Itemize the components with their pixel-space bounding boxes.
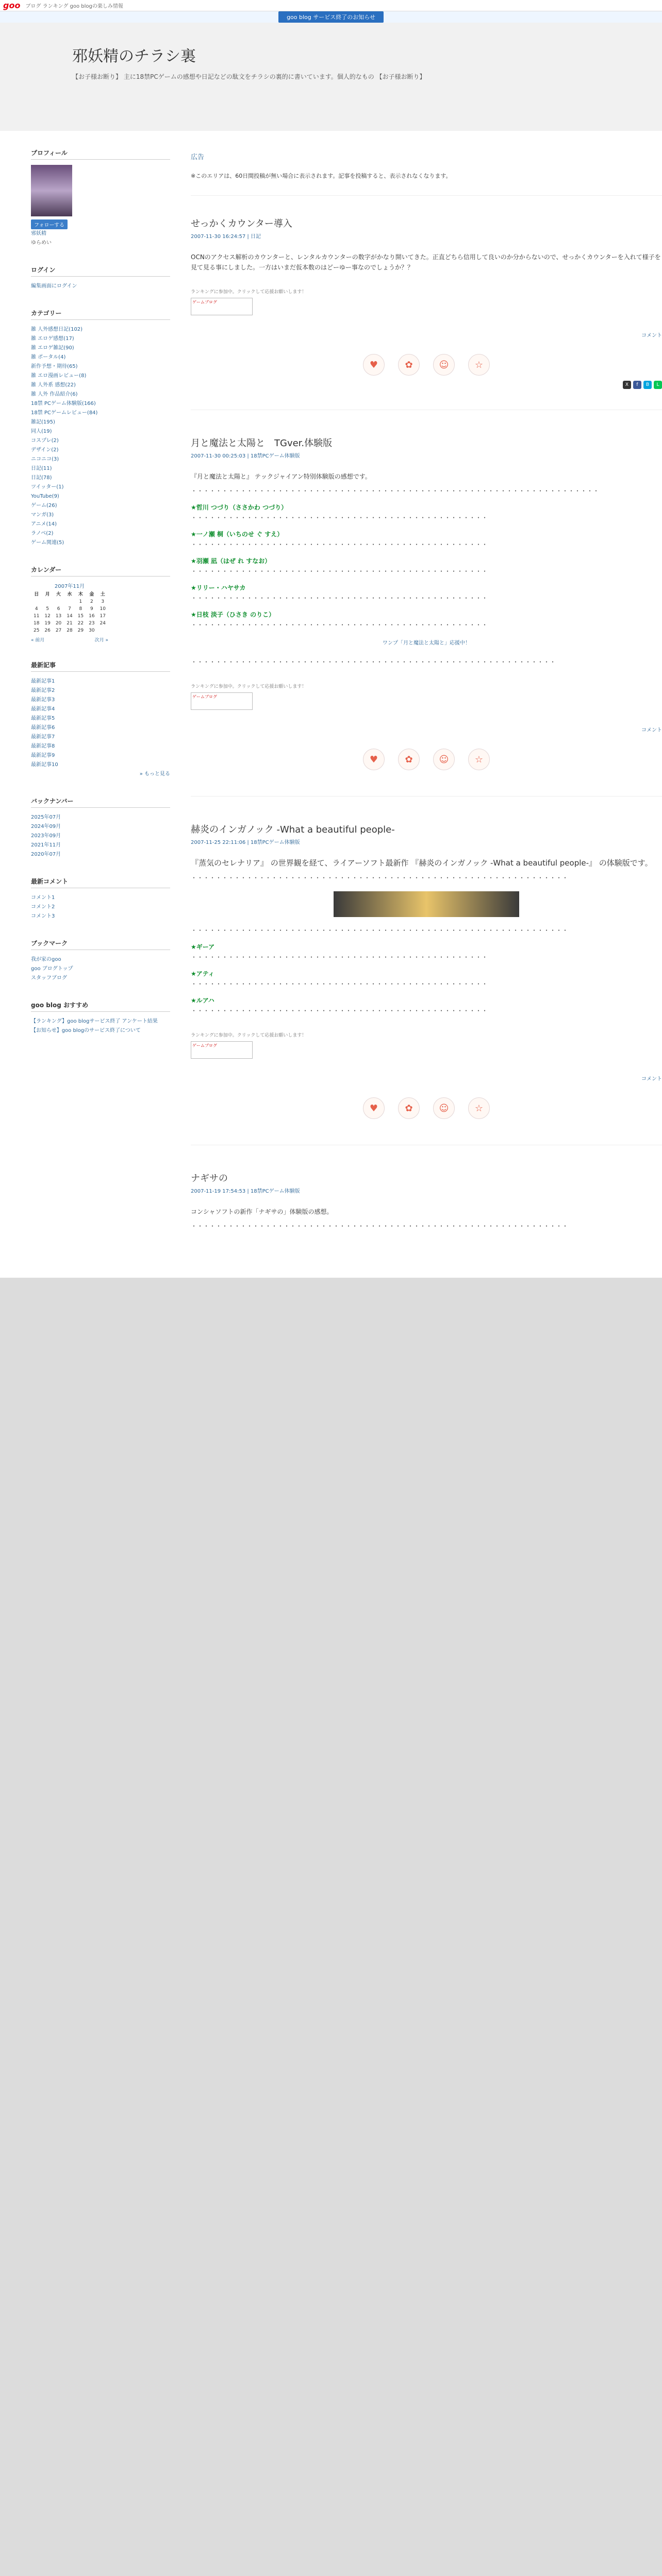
smile-icon[interactable]: ☺	[433, 354, 455, 376]
star-icon[interactable]: ☆	[468, 749, 490, 770]
login-block	[31, 263, 170, 291]
category-link[interactable]: コスプレ(2)	[31, 438, 59, 444]
line-share-icon[interactable]: L	[654, 381, 662, 389]
recommend-title: goo blog おすすめ	[31, 998, 170, 1012]
calendar-day[interactable]: 19	[44, 621, 51, 626]
game-banner-image	[334, 891, 519, 917]
calendar-weekday: 土	[100, 592, 105, 597]
calendar-day[interactable]: 5	[46, 606, 49, 612]
article-intro: コンシャソフトの新作「ナギサの」体験版の感想。	[191, 1208, 333, 1215]
category-link[interactable]: 雑 人外感想日記(102)	[31, 327, 83, 332]
calendar-title: カレンダー	[31, 563, 170, 577]
char-heading: ★リリー・ハヤサカ	[191, 584, 246, 591]
calendar-day[interactable]: 16	[89, 614, 95, 619]
backnumber-block	[31, 794, 170, 859]
recent-article-link[interactable]: 最新記事4	[31, 706, 55, 712]
article-body: 『月と魔法と太陽と』 テックジャイアン特別体験版の感想です。 ・・・・・・・・・・・・・・・・・・・・・・・・・・・・・・・・・・・・・・・・・・・・・・・・・・・・・・・・・・・・・・・・・・ ★哲川 つづり（ささかわ つづり） ・・・・・・・・・・・・・・・・・・・・・・・・・・・・・・・・・・・・・・・・・・・・・・・・ ★一ノ瀬 桐（いちのせ ぐ すえ） ・・・・・・・・・・・・・・・・・・・・・・・・・・・・・・・・・・・・・・・・・・・・・・・・ ★羽瀬 凪（はぜ れ すなお） ・・・・・・・・・・・・・・・・・・・・・・・・・・・・・・・・・・・・・・・・・・・・・・・・ ★リリー・ハヤサカ ・・・・・・・・・・・・・・・・・・・・・・・・・・・・・・・・・・・・・・・・・・・・・・・・ ★日枝 淡子（ひさき のりこ） ・・・・・・・・・・・・・・・・・・・・・・・・・・・・・・・・・・・・・・・・・・・・・・・・ ワンプ「月と魔法と太陽と」応援中！ ・・・・・・・・・・・・・・・・・・・・・・・・・・・・・・・・・・・・・・・・・・・・・・・・・・・・・・・・・・・	[191, 471, 662, 667]
profile-name[interactable]: 邪妖精	[31, 231, 46, 236]
calendar-day[interactable]	[31, 598, 42, 605]
article-meta[interactable]: 2007-11-19 17:54:53 | 18禁PCゲーム体験版	[191, 1189, 300, 1194]
calendar-day[interactable]: 21	[67, 621, 73, 626]
recent-article-link[interactable]: 最新記事10	[31, 762, 58, 768]
calendar-day[interactable]: 12	[44, 614, 51, 619]
article-body: コンシャソフトの新作「ナギサの」体験版の感想。 ・・・・・・・・・・・・・・・・・・・・・・・・・・・・・・・・・・・・・・・・・・・・・・・・・・・・・・・・・・・・・	[191, 1208, 569, 1230]
calendar-month: 2007年11月	[54, 584, 85, 589]
smile-icon[interactable]: ☺	[433, 1097, 455, 1119]
profile-block	[31, 146, 170, 248]
category-link[interactable]: ゲーム(26)	[31, 503, 57, 509]
category-link[interactable]: 雑 エロゲ雑記(90)	[31, 345, 74, 351]
category-block	[31, 307, 170, 548]
category-link[interactable]: 雑 人外系 感想(22)	[31, 382, 76, 388]
bookmark-link[interactable]: スタッフブログ	[31, 975, 67, 981]
filler-text: ・・・・・・・・・・・・・・・・・・・・・・・・・・・・・・・・・・・・・・・・・・・・・・・・・・・・・・・・・・・・・・・・・・	[191, 487, 600, 495]
article-meta[interactable]: 2007-11-25 22:11:06 | 18禁PCゲーム体験版	[191, 840, 300, 845]
calendar-day[interactable]: 17	[100, 614, 106, 619]
ranking-banner-text: ランキングに参加中。クリックして応援お願いします！	[191, 290, 307, 295]
calendar-day[interactable]: 18	[33, 621, 40, 626]
login-link[interactable]: 編集画面にログイン	[31, 283, 77, 289]
calendar-day[interactable]: 11	[33, 614, 40, 619]
calendar-day[interactable]: 20	[55, 621, 62, 626]
flower-icon[interactable]: ✿	[398, 1097, 420, 1119]
category-link[interactable]: ゲーム関連(5)	[31, 540, 64, 546]
calendar-day[interactable]: 3	[101, 599, 105, 604]
reaction-buttons	[191, 1097, 662, 1119]
char-heading: ★日枝 淡子（ひさき のりこ）	[191, 611, 275, 618]
calendar-day[interactable]	[42, 598, 53, 605]
calendar-day[interactable]: 27	[55, 628, 62, 633]
ranking-banner[interactable]: ゲームブログ	[191, 1041, 253, 1059]
category-link[interactable]: 雑 ポータル(4)	[31, 354, 66, 360]
backnumber-link[interactable]: 2024年09月	[31, 824, 61, 829]
article-title[interactable]: 月と魔法と太陽と TGver.体験版	[191, 438, 333, 449]
category-title: カテゴリー	[31, 307, 170, 320]
article-nagisa	[191, 1171, 662, 1252]
calendar-day[interactable]: 15	[77, 614, 84, 619]
comment-link[interactable]: コメント	[641, 333, 662, 338]
category-link[interactable]: 日記(78)	[31, 475, 52, 481]
calendar-day[interactable]: 30	[89, 628, 95, 633]
follow-button[interactable]: フォローする	[31, 219, 68, 229]
calendar-weekday: 木	[78, 592, 83, 597]
blog-header	[0, 23, 662, 131]
star-icon[interactable]: ☆	[468, 1097, 490, 1119]
heart-icon[interactable]: ♥	[363, 749, 385, 770]
char-heading: ★アティ	[191, 970, 214, 977]
calendar-day[interactable]: 14	[67, 614, 73, 619]
char-heading: ★一ノ瀬 桐（いちのせ ぐ すえ）	[191, 531, 284, 538]
comment-link-item[interactable]: コメント2	[31, 904, 55, 910]
recent-article-link[interactable]: 最新記事9	[31, 753, 55, 758]
goo-logo[interactable]: goo	[3, 1, 21, 10]
calendar-day[interactable]: 9	[90, 606, 93, 612]
article-tsuki	[191, 436, 662, 796]
service-notice	[0, 11, 662, 23]
calendar-day[interactable]	[97, 627, 108, 634]
category-link[interactable]: ラノベ(2)	[31, 531, 54, 536]
heart-icon[interactable]: ♥	[363, 1097, 385, 1119]
comment-link[interactable]: コメント	[641, 727, 662, 733]
star-icon[interactable]: ☆	[468, 354, 490, 376]
recent-title: 最新記事	[31, 658, 170, 672]
category-link[interactable]: 日記(11)	[31, 466, 52, 471]
calendar-day[interactable]: 24	[100, 621, 106, 626]
calendar-day[interactable]: 4	[35, 606, 38, 612]
bookmark-title: ブックマーク	[31, 937, 170, 950]
article-title[interactable]: せっかくカウンター導入	[191, 218, 292, 229]
category-link[interactable]: 18禁 PCゲーム体験版(166)	[31, 401, 96, 406]
calendar-table	[31, 589, 108, 634]
calendar-weekday: 月	[45, 592, 50, 597]
recent-article-link[interactable]: 最新記事6	[31, 725, 55, 731]
ranking-banner[interactable]: ゲームブログ	[191, 298, 253, 315]
calendar-day[interactable]: 10	[100, 606, 106, 612]
calendar-day[interactable]: 22	[77, 621, 84, 626]
calendar-day[interactable]: 6	[57, 606, 60, 612]
calendar-day[interactable]	[53, 598, 64, 605]
calendar-prev[interactable]: « 前月	[31, 638, 45, 643]
ranking-banner[interactable]: ゲームブログ	[191, 692, 253, 710]
char-heading: ★哲川 つづり（ささかわ つづり）	[191, 504, 288, 511]
calendar-day[interactable]: 7	[68, 606, 71, 612]
char-heading: ★ギーア	[191, 943, 215, 951]
notice-link[interactable]: goo blog サービス終了のお知らせ	[278, 11, 384, 23]
bookmark-link[interactable]: 我が家のgoo	[31, 957, 61, 962]
char-heading: ★羽瀬 凪（はぜ れ すなお）	[191, 557, 271, 565]
calendar-block	[31, 563, 170, 643]
recommend-link[interactable]: 【お知らせ】goo blogのサービス終了について	[31, 1028, 141, 1033]
article-meta[interactable]: 2007-11-30 00:25:03 | 18禁PCゲーム体験版	[191, 453, 300, 459]
sidebar	[31, 131, 170, 1278]
smile-icon[interactable]: ☺	[433, 749, 455, 770]
calendar-day[interactable]: 26	[44, 628, 51, 633]
image-caption[interactable]: ワンプ「月と魔法と太陽と」応援中！	[383, 640, 470, 646]
article-intro: 『月と魔法と太陽と』 テックジャイアン特別体験版の感想です。	[191, 473, 371, 480]
recent-article-link[interactable]: 最新記事5	[31, 716, 55, 721]
article-body: 『蒸気のセレナリア』 の世界観を経て、ライアーソフト最新作 『赫炎のインガノック -What a beautiful people-』 の体験版です。 ・・・・・・・・・・・・・・・・・・・・・・・・・・・・・・・・・・・・・・・・・・・・・・・・・・・・・・・・・・・・・ ・・・・・・・・・・・・・・・・・・・・・・・・・・・・・・・・・・・・・・・・・・・・・・・・・・・・・・・・・・・・・ ★ギーア ・・・・・・・・・・・・・・・・・・・・・・・・・・・・・・・・・・・・・・・・・・・・・・・・ ★アティ ・・・・・・・・・・・・・・・・・・・・・・・・・・・・・・・・・・・・・・・・・・・・・・・・ ★ルアハ ・・・・・・・・・・・・・・・・・・・・・・・・・・・・・・・・・・・・・・・・・・・・・・・・	[191, 858, 662, 1016]
backnumber-link[interactable]: 2021年11月	[31, 842, 61, 848]
calendar-weekday: 水	[67, 592, 72, 597]
ad-area	[191, 146, 662, 196]
top-bar	[0, 0, 662, 11]
recent-article-link[interactable]: 最新記事1	[31, 679, 55, 684]
recent-block	[31, 658, 170, 779]
calendar-day[interactable]	[64, 598, 75, 605]
profile-sub: ゆらめい	[31, 240, 52, 246]
heart-icon[interactable]: ♥	[363, 354, 385, 376]
flower-icon[interactable]: ✿	[398, 749, 420, 770]
calendar-day[interactable]: 1	[79, 599, 82, 604]
category-link[interactable]: 同人(19)	[31, 429, 52, 434]
article-meta[interactable]: 2007-11-30 16:24:57 | 日記	[191, 234, 261, 240]
backnumber-link[interactable]: 2023年09月	[31, 833, 61, 839]
article-intro: 『蒸気のセレナリア』 の世界観を経て、ライアーソフト最新作 『赫炎のインガノック -What a beautiful people-』 の体験版です。	[191, 858, 653, 868]
hatena-share-icon[interactable]: B	[643, 381, 652, 389]
ranking-banner-text: ランキングに参加中。クリックして応援お願いします！	[191, 684, 307, 689]
calendar-day[interactable]: 28	[67, 628, 73, 633]
calendar-day[interactable]: 23	[89, 621, 95, 626]
calendar-day[interactable]: 8	[79, 606, 82, 612]
category-link[interactable]: ツイッター(1)	[31, 484, 64, 490]
category-link[interactable]: 新作予想・期待(65)	[31, 364, 78, 369]
category-link[interactable]: 雑 エロ漫画レビュー(8)	[31, 373, 87, 379]
calendar-day[interactable]: 29	[77, 628, 84, 633]
bookmark-link[interactable]: goo ブログトップ	[31, 966, 73, 972]
article-inganock	[191, 822, 662, 1145]
ad-label: 広告	[191, 154, 205, 161]
backnumber-link[interactable]: 2020年07月	[31, 852, 61, 857]
comment-link-item[interactable]: コメント3	[31, 913, 55, 919]
reaction-buttons	[191, 749, 662, 770]
recent-more[interactable]: » もっと見る	[139, 771, 170, 777]
calendar-day[interactable]: 2	[90, 599, 93, 604]
recent-article-link[interactable]: 最新記事7	[31, 734, 55, 740]
category-link[interactable]: 雑記(195)	[31, 419, 55, 425]
recent-article-link[interactable]: 最新記事8	[31, 743, 55, 749]
bookmark-block	[31, 937, 170, 983]
login-title: ログイン	[31, 263, 170, 277]
calendar-day[interactable]: 13	[55, 614, 62, 619]
category-link[interactable]: デザイン(2)	[31, 447, 59, 453]
reaction-buttons	[191, 354, 662, 376]
char-heading: ★ルアハ	[191, 997, 214, 1004]
calendar-weekday: 火	[56, 592, 61, 597]
backnumber-link[interactable]: 2025年07月	[31, 815, 61, 820]
x-share-icon[interactable]: X	[623, 381, 631, 389]
category-link[interactable]: アニメ(14)	[31, 521, 57, 527]
article-counter	[191, 216, 662, 410]
comment-link[interactable]: コメント	[641, 1076, 662, 1082]
calendar-weekday: 日	[34, 592, 39, 597]
article-title[interactable]: 赫炎のインガノック -What a beautiful people-	[191, 824, 395, 835]
category-link[interactable]: マンガ(3)	[31, 512, 54, 518]
category-link[interactable]: ニコニコ(3)	[31, 456, 59, 462]
facebook-share-icon[interactable]: f	[633, 381, 641, 389]
page-container	[0, 23, 662, 1278]
avatar	[31, 165, 72, 216]
backnumber-title: バックナンバー	[31, 794, 170, 808]
recommend-link[interactable]: 【ランキング】goo blogサービス終了 アンケート結果	[31, 1019, 158, 1024]
share-bar	[191, 381, 662, 389]
recent-article-link[interactable]: 最新記事3	[31, 697, 55, 703]
blog-description: 【お子様お断り】 主に18禁PCゲームの感想や日記などの駄文をチラシの裏的に書いています。個人的なもの 【お子様お断り】	[72, 73, 426, 80]
category-link[interactable]: 雑 エロゲ感想(17)	[31, 336, 74, 342]
category-link[interactable]: 18禁 PCゲームレビュー(84)	[31, 410, 98, 416]
ranking-banner-text: ランキングに参加中。クリックして応援お願いします！	[191, 1033, 307, 1038]
top-links[interactable]: ブログ ランキング goo blogの楽しみ情報	[25, 4, 123, 9]
profile-title: プロフィール	[31, 146, 170, 160]
comments-title: 最新コメント	[31, 875, 170, 888]
calendar-next[interactable]: 次月 »	[94, 638, 108, 643]
article-body: OCNのアクセス解析のカウンターと、レンタルカウンターの数字がかなり開いてきた。正直どちら信用して良いのか分からないので、せっかくカウンターを入れて様子を見て見る事にしました。一方はいまだ仮本数のはどーゆー事なのでしょうか？？	[191, 253, 661, 271]
category-link[interactable]: YouTube(9)	[31, 494, 59, 499]
recent-article-link[interactable]: 最新記事2	[31, 688, 55, 693]
ad-notice: ※このエリアは、60日間投稿が無い場合に表示されます。記事を投稿すると、表示されなくなります。	[191, 173, 452, 179]
goo-recommend-block	[31, 998, 170, 1036]
article-title[interactable]: ナギサの	[191, 1173, 228, 1184]
comments-block	[31, 875, 170, 921]
main-content	[170, 131, 662, 1278]
calendar-day[interactable]: 25	[33, 628, 40, 633]
blog-title[interactable]: 邪妖精のチラシ裏	[72, 47, 196, 65]
category-link[interactable]: 雑 人外 作品紹介(6)	[31, 392, 78, 397]
comment-link-item[interactable]: コメント1	[31, 895, 55, 901]
flower-icon[interactable]: ✿	[398, 354, 420, 376]
calendar-weekday: 金	[89, 592, 94, 597]
